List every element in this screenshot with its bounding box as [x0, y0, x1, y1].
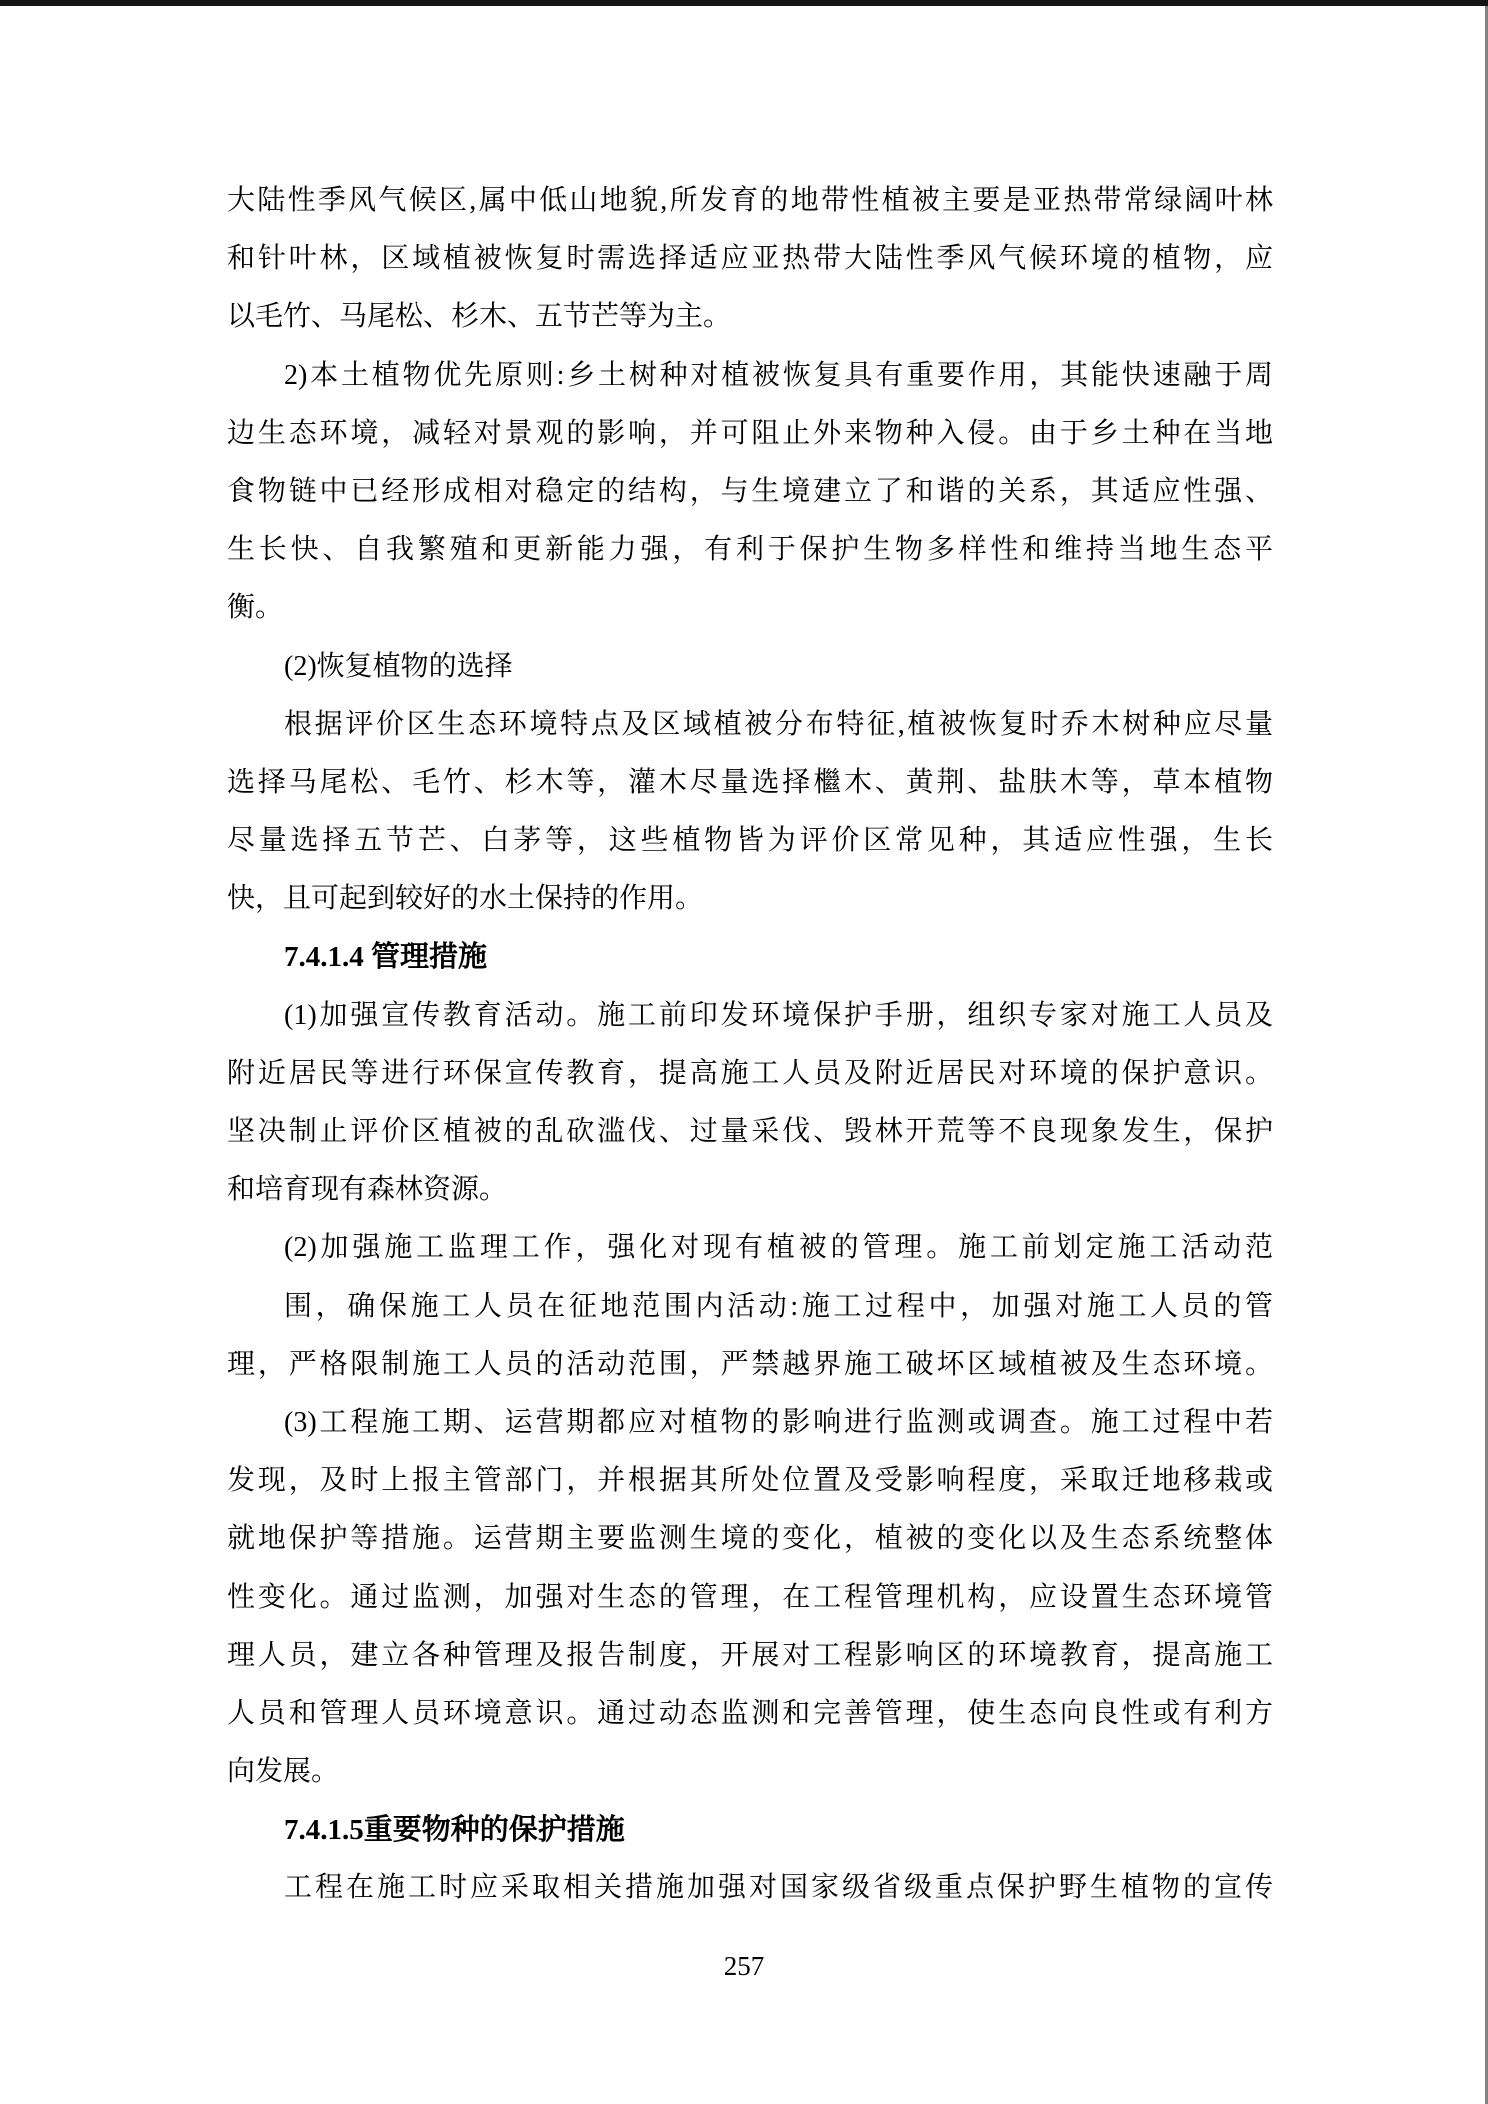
text-line: 食物链中已经形成相对稳定的结构，与生境建立了和谐的关系，其适应性强、	[227, 475, 1273, 507]
text-line: 人员和管理人员环境意识。通过动态监测和完善管理，使生态向良性或有利方	[227, 1697, 1273, 1729]
text-line: 理人员，建立各种管理及报告制度，开展对工程影响区的环境教育，提高施工	[227, 1639, 1273, 1671]
heading-line: 7.4.1.5重要物种的保护措施	[284, 1814, 625, 1847]
text-content	[227, 172, 1273, 1918]
top-border	[0, 0, 1488, 6]
text-line: 快，且可起到较好的水土保持的作用。	[227, 883, 704, 915]
text-line: 和培育现有森林资源。	[227, 1174, 508, 1206]
text-line: (3)工程施工期、运营期都应对植物的影响进行监测或调查。施工过程中若	[284, 1406, 1273, 1438]
text-line: (2)恢复植物的选择	[284, 650, 513, 682]
text-line: 尽量选择五节芒、白茅等，这些植物皆为评价区常见种，其适应性强，生长	[227, 825, 1273, 857]
text-line: 以毛竹、马尾松、杉木、五节芒等为主。	[227, 301, 732, 333]
text-line: 选择马尾松、毛竹、杉木等，灌木尽量选择檵木、黄荆、盐肤木等，草本植物	[227, 766, 1273, 798]
text-line: 大陆性季风气候区,属中低山地貌,所发育的地带性植被主要是亚热带常绿阔叶林	[227, 185, 1273, 216]
text-line: 向发展。	[227, 1756, 340, 1788]
text-line: 工程在施工时应采取相关措施加强对国家级省级重点保护野生植物的宣传	[284, 1872, 1273, 1904]
text-line: 和针叶林，区域植被恢复时需选择适应亚热带大陆性季风气候环境的植物，应	[227, 243, 1273, 275]
text-line: 边生态环境，减轻对景观的影响，并可阻止外来物种入侵。由于乡土种在当地	[227, 417, 1273, 449]
text-line: (1)加强宣传教育活动。施工前印发环境保护手册，组织专家对施工人员及	[284, 999, 1273, 1031]
text-line: 理，严格限制施工人员的活动范围，严禁越界施工破坏区域植被及生态环境。	[227, 1348, 1273, 1380]
text-line: 衡。	[227, 592, 284, 624]
text-line: 根据评价区生态环境特点及区域植被分布特征,植被恢复时乔木树种应尽量	[284, 708, 1273, 740]
text-line: 就地保护等措施。运营期主要监测生境的变化，植被的变化以及生态系统整体	[227, 1523, 1273, 1555]
text-line: 发现，及时上报主管部门，并根据其所处位置及受影响程度，采取迁地移栽或	[227, 1465, 1273, 1497]
text-line: 性变化。通过监测，加强对生态的管理，在工程管理机构，应设置生态环境管	[227, 1581, 1273, 1613]
text-line: 2)本土植物优先原则:乡土树种对植被恢复具有重要作用，其能快速融于周	[284, 359, 1273, 391]
text-line: 坚决制止评价区植被的乱砍滥伐、过量采伐、毁林开荒等不良现象发生，保护	[227, 1116, 1273, 1147]
text-line: (2)加强施工监理工作，强化对现有植被的管理。施工前划定施工活动范	[284, 1232, 1273, 1264]
page-number: 257	[723, 1951, 765, 1981]
text-line: 围，确保施工人员在征地范围内活动:施工过程中，加强对施工人员的管	[284, 1290, 1273, 1322]
heading-line: 7.4.1.4 管理措施	[284, 941, 488, 974]
text-line: 附近居民等进行环保宣传教育，提高施工人员及附近居民对环境的保护意识。	[227, 1057, 1273, 1089]
text-line: 生长快、自我繁殖和更新能力强，有利于保护生物多样性和维持当地生态平	[227, 534, 1273, 566]
